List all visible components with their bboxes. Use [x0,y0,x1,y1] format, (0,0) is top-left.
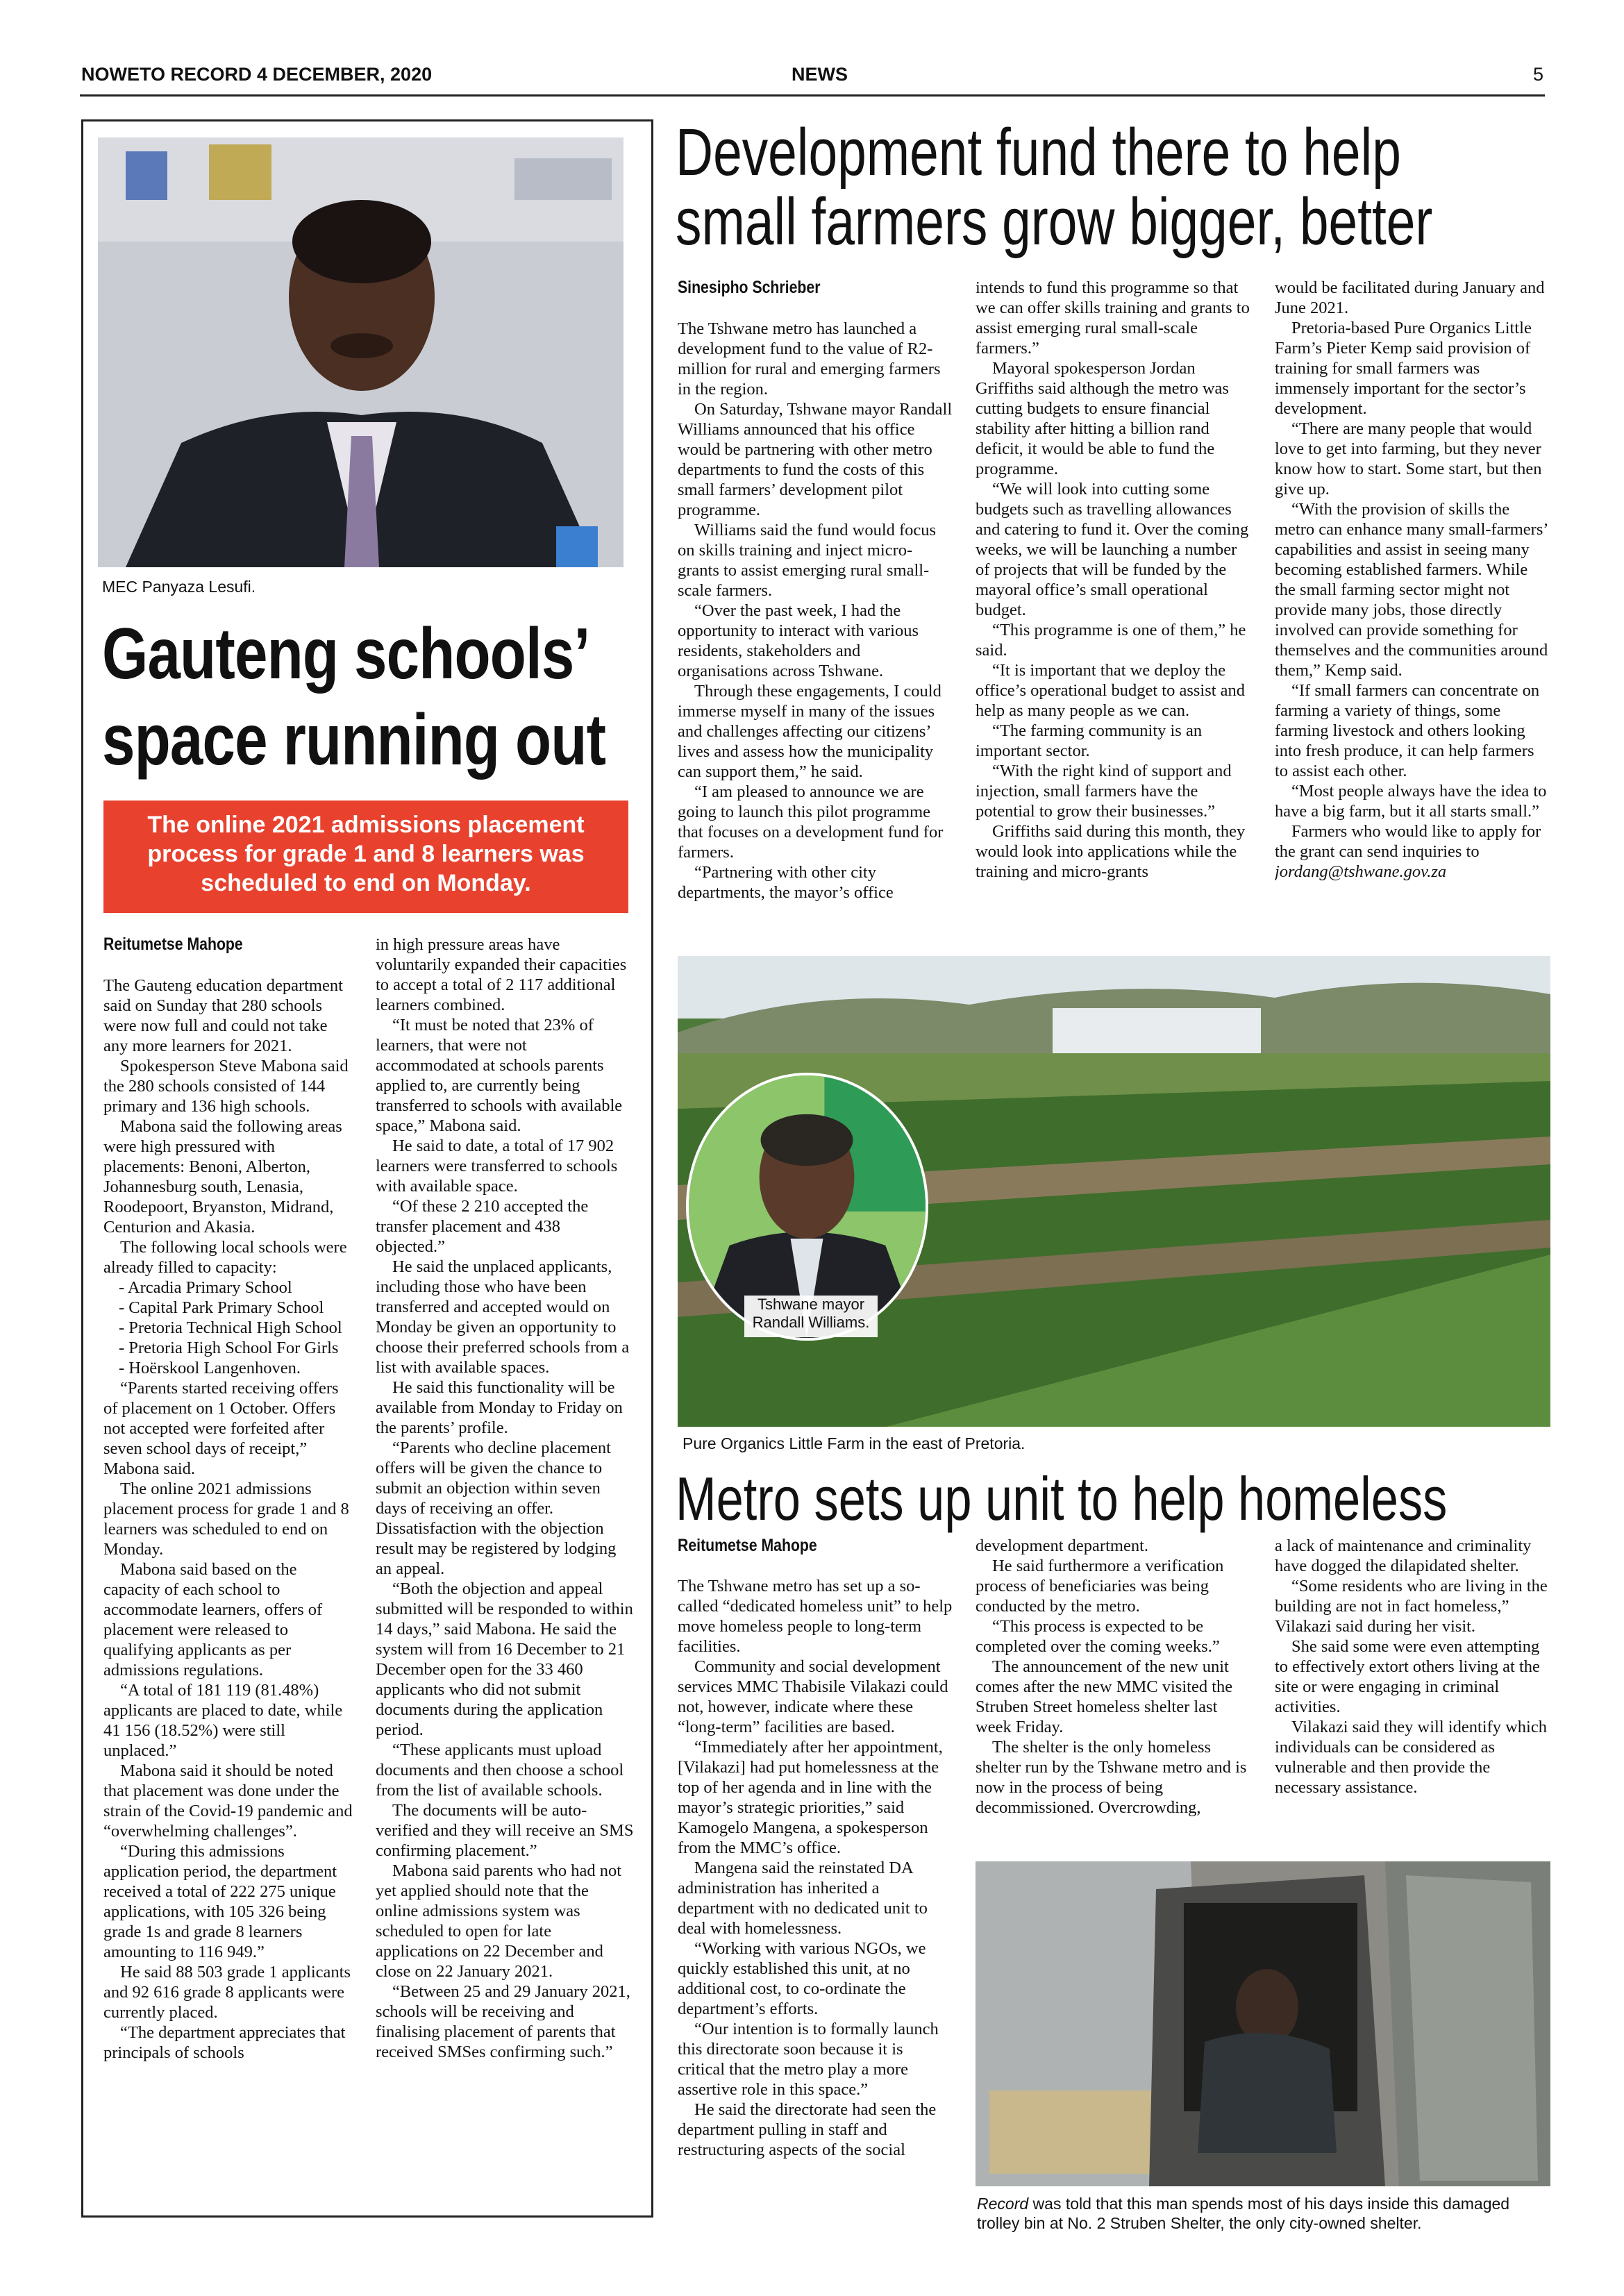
paragraph: Mabona said based on the capacity of each school to accommodate learners, offers of placement were released to qualifying applicants as per admissions regulations. [103,1560,323,1679]
paragraph: in high pressure areas have voluntarily expanded their capacities to accept a total of 2 117 additional learners combined. [376,935,627,1014]
farm-photo-caption: Pure Organics Little Farm in the east of Pretoria. [683,1434,1026,1452]
schools-headline-line1: Gauteng schools’ [102,614,590,694]
section-label: NEWS [792,64,848,85]
schools-column-2 [376,935,634,2208]
paragraph: “Parents started receiving offers of placement on 1 October. Offers not accepted were forfeited after seven school days of receipt,” Mabona said. [103,1379,339,1478]
paragraph: He said furthermore a verification process of beneficiaries was being conducted by the metro. [976,1557,1224,1616]
paragraph: The Gauteng education department said on Sunday that 280 schools were now full and could not take any more learners for 2021. [103,976,343,1055]
paragraph: “Both the objection and appeal submitted will be responded to within 14 days,” said Mabona. He said the system will from 16 December to 21 December open for the 33 460 applicants who did not submit documents during the application period. [376,1579,633,1739]
paragraph: “These applicants must upload documents and then choose a school from the list of available schools. [376,1741,624,1800]
paragraph: He said the unplaced applicants, including those who have been transferred and accepted would on Monday be given an opportunity to choose their preferred schools from a list with available spaces. [376,1257,630,1377]
paragraph: “Over the past week, I had the opportunity to interact with various residents, stakeholders and organisations across Tshwane. [678,601,919,680]
paragraph: He said to date, a total of 17 902 learners were transferred to schools with available space. [376,1137,618,1196]
schools-byline: Reitumetse Mahope [103,935,243,954]
paragraph: Griffiths said during this month, they would look into applications while the training and micro-grants [976,822,1246,881]
farmers-headline-line1: Development fund there to help [676,115,1401,190]
paragraph: “Immediately after her appointment, [Vilakazi] had put homelessness at the top of her agenda and in line with the mayor’s strategic priorities,” said Kamogelo Mangena, a spokesperson from the MMC’s office. [678,1738,943,1857]
homeless-column-1 [678,1576,953,2229]
farmers-headline-line2: small farmers grow bigger, better [676,185,1433,259]
paragraph: The online 2021 admissions placement process for grade 1 and 8 learners was scheduled to end on Monday. [103,1480,349,1559]
paragraph: He said this functionality will be available from Monday to Friday on the parents’ profile. [376,1378,623,1437]
mec-photo [98,137,623,567]
paper-date: NOWETO RECORD 4 DECEMBER, 2020 [81,64,433,85]
paragraph: The shelter is the only homeless shelter run by the Tshwane metro and is now in the process of being decommissioned. Overcrowding, [976,1738,1247,1817]
farmers-column-1 [678,319,953,933]
paragraph: Williams said the fund would focus on skills training and inject micro-grants to assist emerging rural small-scale farmers. [678,521,937,600]
mayor-inset-caption: Tshwane mayor Randall Williams. [744,1296,878,1337]
homeless-headline: Metro sets up unit to help homeless [676,1464,1448,1533]
paragraph: “Between 25 and 29 January 2021, schools will be receiving and finalising placement of parents that received SMSes confirming such.” [376,1982,630,2061]
paragraph: “This process is expected to be completed over the coming weeks.” [976,1617,1220,1656]
paragraph: He said 88 503 grade 1 applicants and 92 616 grade 8 applicants were currently placed. [103,1963,351,2022]
paragraph: “Most people always have the idea to have a big farm, but it all starts small.” [1275,782,1547,821]
paragraph: “Our intention is to formally launch this directorate soon because it is critical that the metro play a more assertive role in this space.” [678,2020,939,2099]
paragraph: Vilakazi said they will identify which individuals can be considered as vulnerable and then provide the necessary assistance. [1275,1718,1547,1797]
paragraph: He said the directorate had seen the department pulling in staff and restructuring aspects of the social [678,2100,937,2159]
paragraph: On Saturday, Tshwane mayor Randall Williams announced that his office would be partnering with other metro departments to fund the costs of this small farmers’ development pilot programme. [678,400,953,519]
paragraph: Mabona said it should be noted that placement was done under the strain of the Covid-19 pandemic and “overwhelming challenges”. [103,1761,353,1841]
paragraph: Farmers who would like to apply for the grant can send inquiries to [1275,822,1541,861]
paragraph: “Of these 2 210 accepted the transfer placement and 438 objected.” [376,1197,589,1256]
school-list-item: - Pretoria High School For Girls [119,1339,339,1357]
paragraph: “Parents who decline placement offers will be given the chance to submit an objection within seven days of receiving an offer. Dissatisfaction with the objection result may be registered by lodging an appeal. [376,1439,617,1578]
paragraph: Mabona said the following areas were high pressured with placements: Benoni, Alberton, Johannesburg south, Lenasia, Roodepoort, Bryanston, Midrand, Centurion and Akasia. [103,1117,342,1237]
school-list-item: - Hoërskool Langenhoven. [119,1359,301,1377]
schools-headline-line2: space running out [102,700,606,780]
homeless-column-2 [976,1536,1251,1855]
page-number: 5 [1533,64,1544,85]
paragraph: “The department appreciates that principals of schools [103,2023,346,2062]
paragraph: Community and social development services MMC Thabisile Vilakazi could not, however, indicate where these “long-term” facilities are based. [678,1657,948,1736]
paragraph: The documents will be auto-verified and they will receive an SMS confirming placement.” [376,1801,634,1860]
paragraph: “A total of 181 119 (81.48%) applicants are placed to date, while 41 156 (18.52%) were still unplaced.” [103,1681,343,1760]
homeless-byline: Reitumetse Mahope [678,1536,817,1555]
header-rule [80,94,1545,97]
caption-text: was told that this man spends most of his days inside this damaged trolley bin at No. 2 Struben Shelter, the only city-owned shelter. [977,2195,1510,2232]
paragraph: “I am pleased to announce we are going to launch this pilot programme that focuses on a development fund for farmers. [678,782,944,862]
paragraph: “Some residents who are living in the building are not in fact homeless,” Vilakazi said during her visit. [1275,1577,1548,1636]
paragraph: development department. [976,1536,1148,1555]
schools-column-1 [103,975,354,2208]
paragraph: a lack of maintenance and criminality have dogged the dilapidated shelter. [1275,1536,1532,1575]
shelter-photo-caption [977,2194,1550,2233]
paragraph: would be facilitated during January and June 2021. [1275,278,1545,317]
paragraph: The Tshwane metro has launched a development fund to the value of R2-million for rural and emerging farmers in the region. [678,319,941,399]
paragraph: Mangena said the reinstated DA administration has inherited a department with no dedicated unit to deal with homelessness. [678,1859,928,1938]
farmers-column-2 [976,278,1251,933]
paragraph: Spokesperson Steve Mabona said the 280 schools consisted of 144 primary and 136 high schools. [103,1057,349,1116]
farmers-column-3 [1275,278,1550,933]
shelter-photo [976,1861,1550,2186]
paragraph: “This programme is one of them,” he said. [976,621,1246,660]
paragraph: The Tshwane metro has set up a so-called “dedicated homeless unit” to help move homeless people to long-term facilities. [678,1577,953,1656]
schools-standfirst: The online 2021 admissions placement process for grade 1 and 8 learners was scheduled to end on Monday. [103,801,628,913]
paragraph: “It is important that we deploy the office’s operational budget to assist and help as many people as we can. [976,661,1246,720]
paragraph: The announcement of the new unit comes after the new MMC visited the Struben Street homeless shelter last week Friday. [976,1657,1233,1736]
paragraph: “During this admissions application period, the department received a total of 222 275 unique applications, with 105 326 being grade 1s and grade 8 learners amounting to 116 949.” [103,1842,337,1961]
paragraph: “Partnering with other city departments, the mayor’s office [678,863,894,902]
school-list-item: - Pretoria Technical High School [119,1318,342,1337]
caption-italic-word: Record [977,2195,1029,2213]
contact-email[interactable]: jordang@tshwane.gov.za [1275,862,1447,881]
paragraph: “With the right kind of support and injection, small farmers have the potential to grow their businesses.” [976,762,1232,821]
paragraph: “If small farmers can concentrate on farming a variety of things, some farming livestock and others looking into fresh produce, it can help farmers to assist each other. [1275,681,1540,780]
paragraph: The following local schools were already filled to capacity: [103,1238,347,1277]
paragraph: “Working with various NGOs, we quickly established this unit, at no additional cost, to co-ordinate the department’s efforts. [678,1939,926,2018]
paragraph: “We will look into cutting some budgets such as travelling allowances and catering to fund it. Over the coming weeks, we will be launching a number of projects that will be funded by the mayoral office’s small operational budget. [976,480,1249,619]
homeless-column-3 [1275,1536,1550,1855]
paragraph: “The farming community is an important sector. [976,721,1203,760]
farmers-byline: Sinesipho Schrieber [678,278,821,297]
paragraph: She said some were even attempting to effectively extort others living at the site or were engaging in criminal activities. [1275,1637,1540,1716]
paragraph: intends to fund this programme so that we can offer skills training and grants to assist emerging rural small-scale farmers.” [976,278,1250,358]
paragraph: Through these engagements, I could immerse myself in many of the issues and challenges affecting our citizens’ lives and assess how the municipality can support them,” he said. [678,682,941,781]
school-list-item: - Arcadia Primary School [119,1278,292,1297]
paragraph: Pretoria-based Pure Organics Little Farm’s Pieter Kemp said provision of training for small farmers was immensely important for the sector’s development. [1275,319,1532,418]
paragraph: “With the provision of skills the metro can enhance many small-farmers’ capabilities and assist in seeing many becoming established farmers. While the small farming sector might not provide many jobs, those directly involved can provide something for themselves and the communities around them,” Kemp said. [1275,500,1548,680]
paragraph: Mabona said parents who had not yet applied should note that the online admissions system was scheduled to open for late applications on 22 December and close on 22 January 2021. [376,1861,621,1981]
paragraph: Mayoral spokesperson Jordan Griffiths said although the metro was cutting budgets to ensure financial stability after hitting a billion rand deficit, it would be able to fund the programme. [976,359,1229,478]
school-list-item: - Capital Park Primary School [119,1298,324,1317]
paragraph: “There are many people that would love to get into farming, but they never know how to start. Some start, but then give up. [1275,419,1542,498]
paragraph: “It must be noted that 23% of learners, that were not accommodated at schools parents applied to, are currently being transferred to schools with available space,” Mabona said. [376,1016,623,1135]
mec-photo-caption: MEC Panyaza Lesufi. [102,578,256,596]
